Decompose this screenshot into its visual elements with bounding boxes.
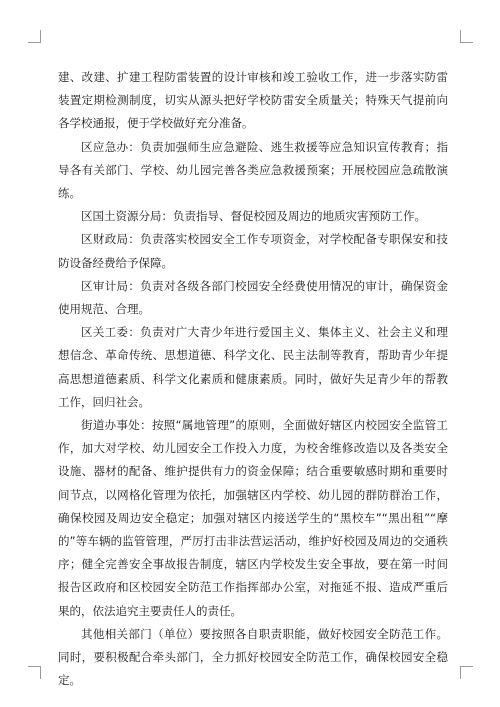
paragraph-emergency-office: 区应急办：负责加强师生应急避险、逃生救援等应急知识宣传教育；指导各有关部门、学校、幼儿园完善各类应急救援预案；开展校园应急疏散演练。	[58, 139, 448, 201]
crop-mark-bottom-left	[28, 666, 41, 679]
paragraph-other-departments: 其他相关部门（单位）要按照各自职责职能，做好校园安全防范工作。同时，要积极配合牵头部门，全力抓好校园安全防范工作，确保校园安全稳定。	[58, 626, 448, 688]
paragraph-youth-committee: 区关工委：负责对广大青少年进行爱国主义、集体主义、社会主义和理想信念、革命传统、思想道德、科学文化、民主法制等教育，帮助青少年提高思想道德素质、科学文化素质和健康素质。同时，做好失足青少年的帮教工作，回归社会。	[58, 325, 448, 409]
paragraph-finance-bureau: 区财政局：负责落实校园安全工作专项资金，对学校配备专职保安和技防设备经费给予保障。	[58, 232, 448, 270]
paragraph-audit-bureau: 区审计局：负责对各级各部门校园安全经费使用情况的审计，确保资金使用规范、合理。	[58, 278, 448, 317]
paragraph-lightning-protection-continued: 建、改建、扩建工程防雷装置的设计审核和竣工验收工作，进一步落实防雷装置定期检测制度，切实从源头把好学校防雷安全质量关；特殊天气提前向各学校通报，便于学校做好充分准备。	[58, 70, 448, 131]
crop-mark-top-left	[28, 30, 41, 43]
crop-mark-top-right	[460, 30, 473, 43]
paragraph-land-resources: 区国土资源分局：负责指导、督促校园及周边的地质灾害预防工作。	[81, 209, 426, 224]
crop-mark-bottom-right	[460, 666, 473, 679]
document-body	[58, 66, 448, 692]
paragraph-street-office: 街道办事处：按照“属地管理”的原则，全面做好辖区内校园安全监管工作，加大对学校、幼儿园安全工作投入力度，为校舍维修改造以及各类安全设施、器材的配备、维护提供有力的资金保障；结合重要敏感时期和重要时间节点，以网格化管理为依托，加强辖区内学校、幼儿园的群防群治工作，确保校园及周边安全稳定；加强对辖区内接送学生的“黑校车”“黑出租”“摩的”等车辆的监管管理，严厉打击非法营运活动，维护好校园及周边的交通秩序；健全完善安全事故报告制度，辖区内学校发生安全事故，要在第一时间报告区政府和区校园安全防范工作指挥部办公室，对拖延不报、造成严重后果的，依法追究主要责任人的责任。	[58, 418, 448, 618]
